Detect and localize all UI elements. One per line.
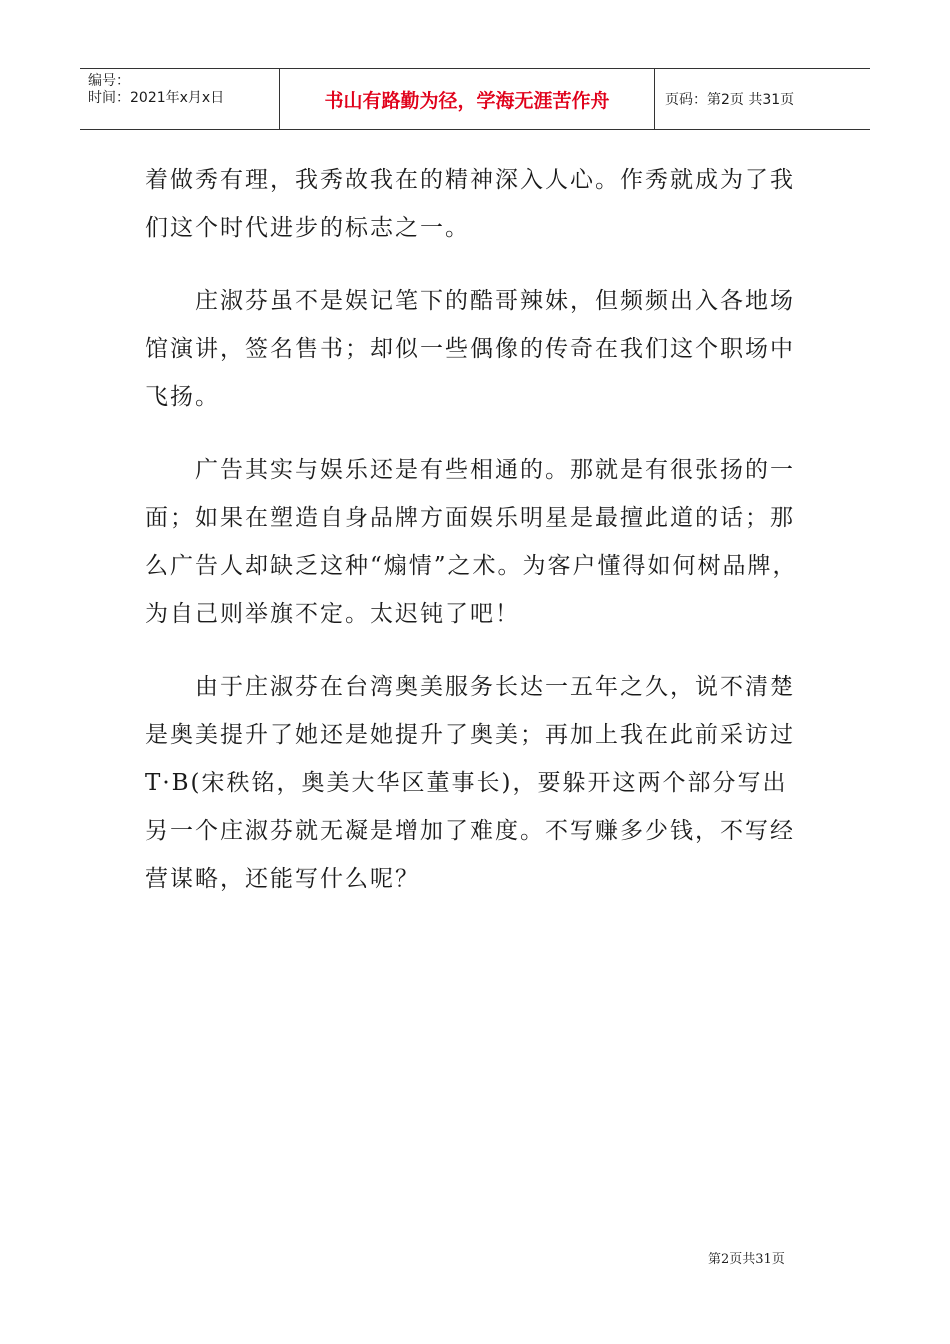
document-body (145, 156, 815, 903)
body-line: 另一个庄淑芬就无凝是增加了难度。不写赚多少钱，不写经 (145, 818, 795, 844)
body-line: 么广告人却缺乏这种“煽情”之术。为客户懂得如何树品牌， (145, 553, 798, 579)
document-date: 时间：2021年x月x日 (88, 90, 225, 106)
body-line: T·B(宋秩铭，奥美大华区董事长)，要躲开这两个部分写出 (145, 770, 788, 796)
header-motto: 书山有路勤为径，学海无涯苦作舟 (280, 69, 655, 129)
body-line: 面；如果在塑造自身品牌方面娱乐明星是最擅此道的话；那 (145, 505, 795, 531)
page-header (80, 68, 870, 130)
header-meta (80, 69, 280, 129)
paragraph-gap (145, 638, 815, 663)
document-number-label: 编号： (88, 73, 130, 89)
body-line: 为自己则举旗不定。太迟钝了吧！ (145, 601, 520, 627)
body-line: 是奥美提升了她还是她提升了奥美；再加上我在此前采访过 (145, 722, 795, 748)
page-footer: 第2页共31页 (708, 1252, 785, 1267)
paragraph-gap (145, 421, 815, 446)
body-line: 们这个时代进步的标志之一。 (145, 215, 470, 241)
paragraph-gap (145, 252, 815, 277)
body-line: 飞扬。 (145, 384, 220, 410)
body-line: 广告其实与娱乐还是有些相通的。那就是有很张扬的一 (145, 457, 795, 483)
body-line: 庄淑芬虽不是娱记笔下的酷哥辣妹，但频频出入各地场 (145, 288, 795, 314)
body-line: 由于庄淑芬在台湾奥美服务长达一五年之久，说不清楚 (145, 674, 795, 700)
body-line: 着做秀有理，我秀故我在的精神深入人心。作秀就成为了我 (145, 167, 795, 193)
body-line: 营谋略，还能写什么呢？ (145, 866, 420, 892)
body-line: 馆演讲，签名售书；却似一些偶像的传奇在我们这个职场中 (145, 336, 795, 362)
header-page-info: 页码：第2页 共31页 (665, 92, 795, 108)
